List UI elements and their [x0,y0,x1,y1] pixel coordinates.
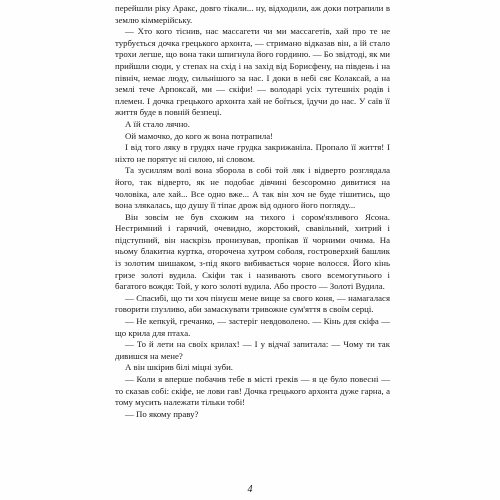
paragraph: перейшли ріку Аракс, довго тікали... ну, відходили, аж доки потрапили в землю кіммерійську. [115,3,390,25]
paragraph: — Коли я вперше побачив тебе в місті греків — я це було повесні — то сказав собі: скіфе, не лови гав! Дочка грецького архонта дуже гарна, а тому мусить належати тільки тобі! [115,374,390,408]
page-number: 4 [247,484,253,495]
paragraph: Ой мамочко, до кого ж вона потрапила! [125,130,274,141]
paragraph: — Спасибі, що ти хоч пінуєш мене вище за свого коня, — намагалася говорити глузливо, аби замаскувати тривожне сум'яття в своїм серці. [115,292,390,315]
paragraph: А їй стало лячно. [125,118,190,129]
paragraph: — То й лети на своїх крилах! — І у відчаї запитала: — Чому ти так дивишся на мене? [115,339,390,361]
paragraph: — По якому праву? [125,408,199,419]
paragraph: — Хто кого тіснив, нас массагети чи ми массагетів, хай про те не турбується дочка грецького архонта, — стримано відказав він, а їй стало трохи легше, що вона таки шпигнула його гординю. — Бо звідтоді, як ми прийшли сюди, у степах на схід і на захід від Борисфену, на південь і на північ, немає люду, сильнішого за нас. І доки в небі сяє Колаксай, а на землі тече Арпоксай, ми — скіфи! — володарі усіх тутешніх родів і племен. І дочка грецького архонта хай не боїться, їдучи до нас. У саїв її життя буде в повній безпеці. [115,26,390,118]
paragraph: І від того ляку в грудях наче грудка закрижаніла. Пропало її життя! І ніхто не порятує ні силою, ні словом. [115,142,390,164]
paragraph: Він зовсім не був схожим на тихого і сором'язливого Ясона. Нестримний і гарячий, очевидно, жорстокий, свавільний, хитрий і підступний, він наскрізь пронизував, пропікав її чорними очима. На ньому блакитна куртка, оторочена хутром соболя, гостроверхий башлик із золотим шишаком, з-під якого вибивається чорне волосся. Його кінь гризе золоті вудила. Скіфи так і називають свого всемогутнього і багатого вождя: Той, у кого золоті вудила. Або просто — Золоті Вудила. [115,211,390,292]
paragraph: Та зусиллям волі вона зборола в собі той ляк і відверто розглядала його, так відверто, як не подобає дівчині безсоромно дивитися на чоловіка, але хай... Все одно вже... А так він хоч не буде тішитись, що вона злякалась, що душу її тіпає дрож від одного його погляду... [115,165,390,211]
body-text [115,3,390,420]
paragraph: А він шкірив білі міцні зуби. [125,362,233,373]
paragraph: — Не кепкуй, гречанко, — застеріг невдоволено. — Кінь для скіфа — що крила для птаха. [115,316,390,338]
